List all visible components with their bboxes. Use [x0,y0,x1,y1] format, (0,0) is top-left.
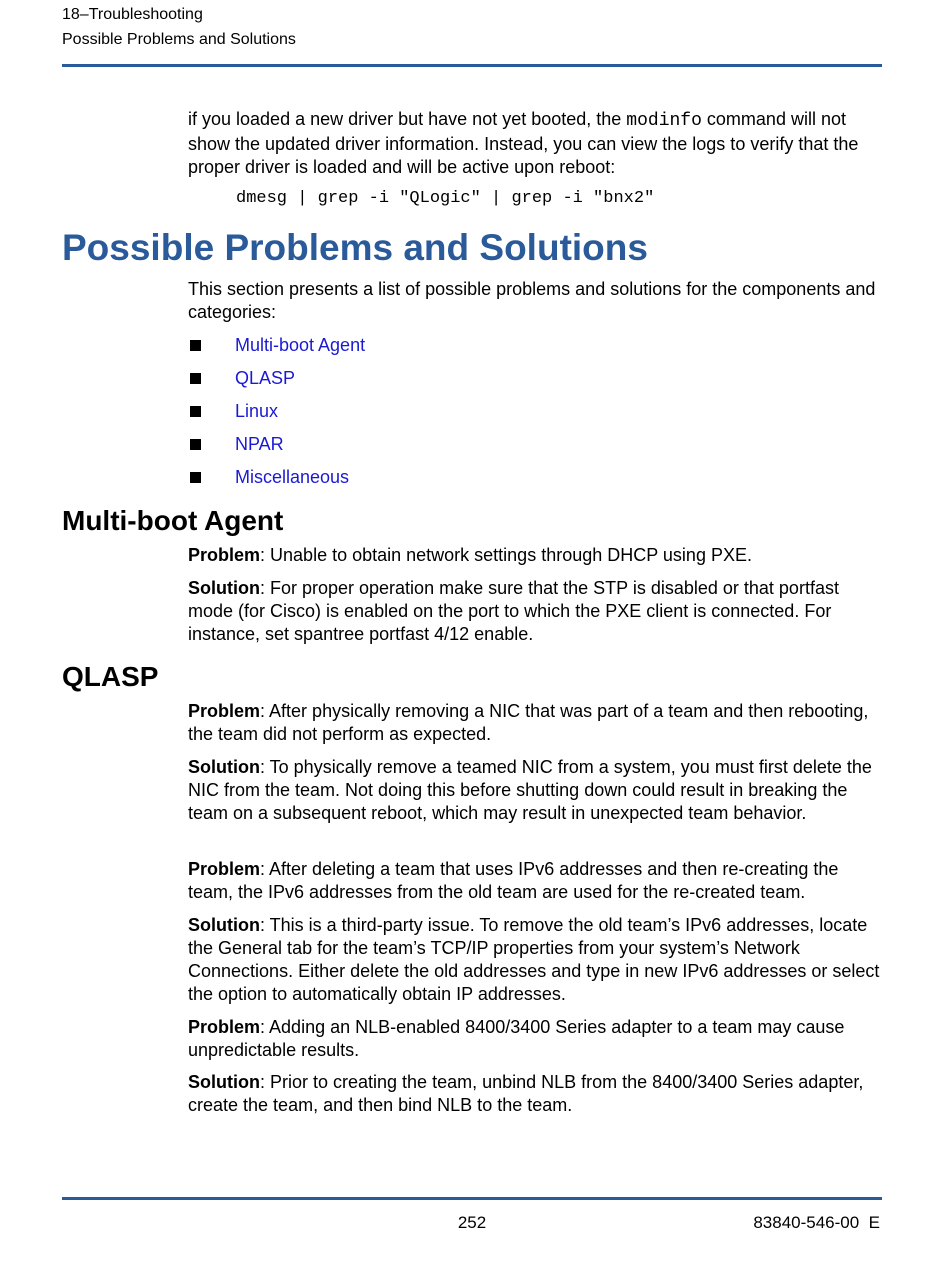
link-qlasp[interactable]: QLASP [235,368,296,388]
intro-paragraph: if you loaded a new driver but have not yet booted, the modinfo command will not show the updated driver information. Instead, you can view the logs to verify that the proper driver is loaded and will be active upon reboot: [188,109,859,177]
header-rule [62,64,882,67]
bullet-icon [190,472,201,483]
heading-multiboot-agent: Multi-boot Agent [62,505,284,536]
bullet-icon [190,406,201,417]
bullet-icon [190,340,201,351]
link-linux[interactable]: Linux [235,401,279,421]
inline-command: modinfo [626,111,702,131]
qlasp-problem-3: Problem: Adding an NLB-enabled 8400/3400 Series adapter to a team may cause unpredictable results. [188,1017,845,1060]
heading-qlasp: QLASP [62,661,159,692]
code-sample: dmesg | grep -i "QLogic" | grep -i "bnx2" [236,189,655,208]
document-id: 83840-546-00 E [753,1213,880,1232]
page-title: Possible Problems and Solutions [62,227,648,268]
bullet-icon [190,439,201,450]
link-miscellaneous[interactable]: Miscellaneous [235,467,350,487]
qlasp-problem-1: Problem: After physically removing a NIC that was part of a team and then rebooting, the team did not perform as expected. [188,701,869,744]
multiboot-problem: Problem: Unable to obtain network settings through DHCP using PXE. [188,545,752,565]
qlasp-solution-2: Solution: This is a third-party issue. To remove the old team’s IPv6 addresses, locate the General tab for the team’s TCP/IP properties from your system’s Network Connections. Either delete the old addresses and type in new IPv6 addresses or select the option to automatically obtain IP addresses. [188,915,880,1004]
footer-rule [62,1197,882,1200]
section-intro: This section presents a list of possible problems and solutions for the components and categories: [188,279,876,322]
running-header-section: Possible Problems and Solutions [62,31,296,48]
page-number: 252 [457,1213,487,1232]
link-multiboot-agent[interactable]: Multi-boot Agent [235,335,366,355]
qlasp-solution-1: Solution: To physically remove a teamed NIC from a system, you must first delete the NIC from the team. Not doing this before shutting down could result in breaking the team on a subsequent reboot, which may result in unexpected team behavior. [188,757,872,823]
qlasp-solution-3: Solution: Prior to creating the team, unbind NLB from the 8400/3400 Series adapter, create the team, and then bind NLB to the team. [188,1072,864,1115]
multiboot-solution: Solution: For proper operation make sure that the STP is disabled or that portfast mode (for Cisco) is enabled on the port to which the PXE client is connected. For instance, set spantree portfast 4/12 enable. [188,578,839,644]
bullet-icon [190,373,201,384]
link-npar[interactable]: NPAR [235,434,284,454]
qlasp-problem-2: Problem: After deleting a team that uses IPv6 addresses and then re-creating the team, the IPv6 addresses from the old team are used for the re-created team. [188,859,839,902]
running-header-chapter: 18–Troubleshooting [62,6,203,23]
